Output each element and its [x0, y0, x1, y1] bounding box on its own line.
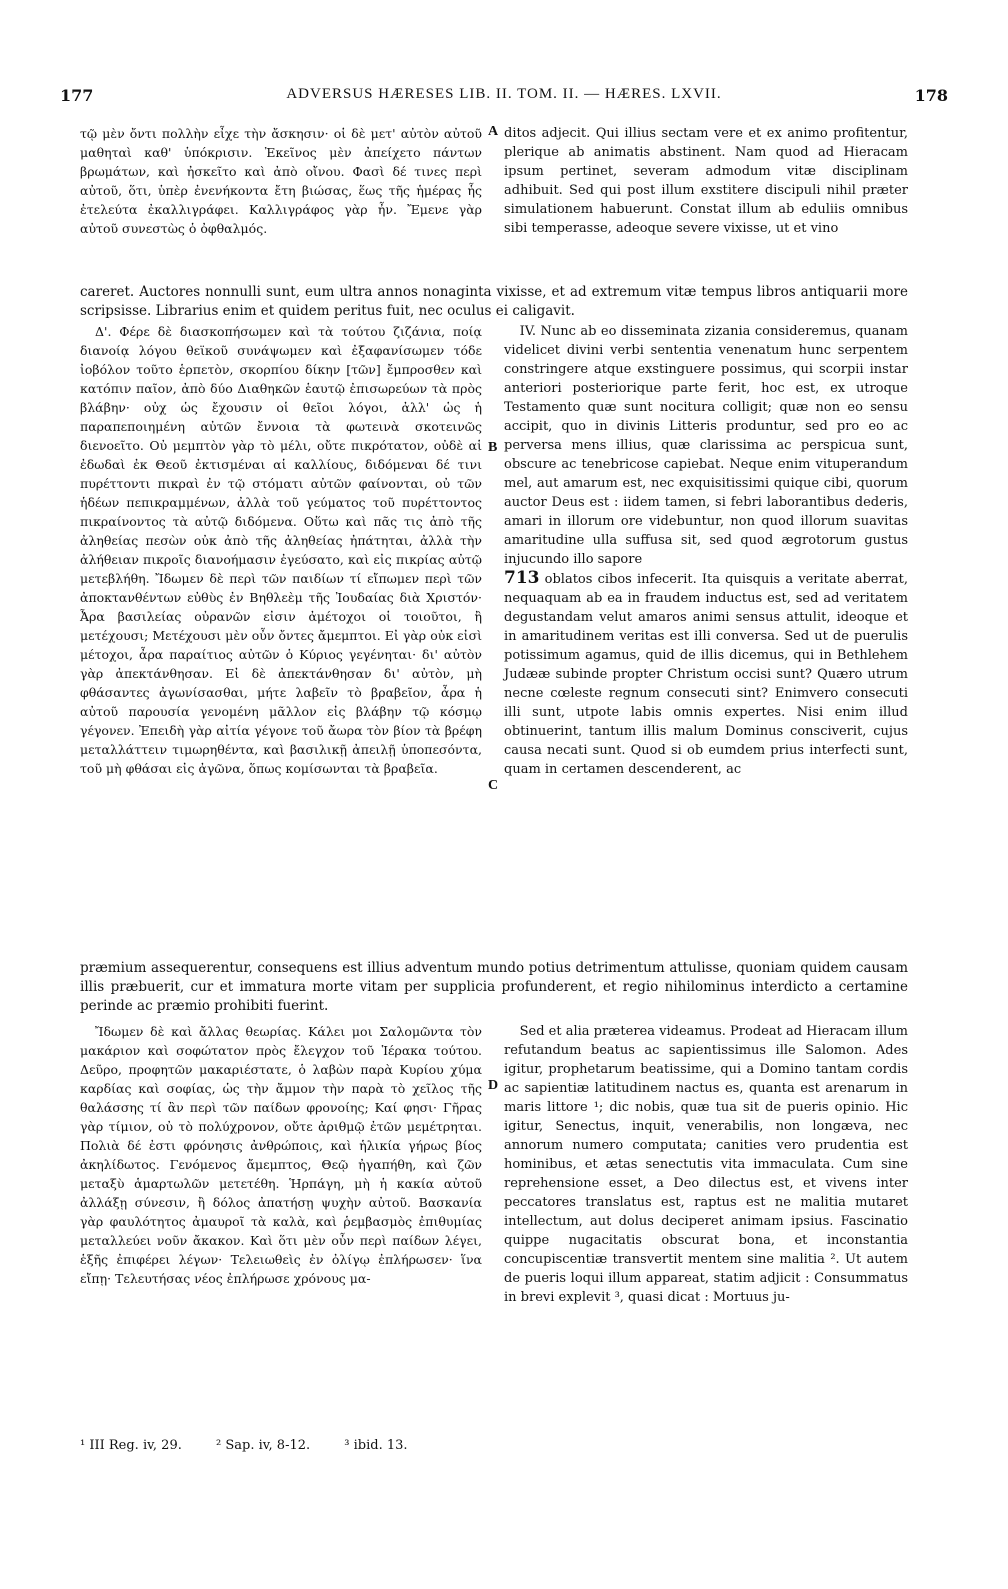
footnote: ² Sap. iv, 8-12. — [216, 1438, 311, 1453]
greek-column-section-3 — [80, 1022, 482, 1288]
latin-paragraph: præmium assequerentur, consequens est illius adventum mundo potius detrimentum attulisse, quoniam quidem causam illis præbuerit, cur et immatura morte vitam per supplicia profunderent, et regio nihilominus interdicto a certamine perinde ac præmio prohibiti fuerint. — [80, 960, 908, 1014]
column-number: 713 — [504, 568, 540, 588]
greek-paragraph: Δ'. Φέρε δὲ διασκοπήσωμεν καὶ τὰ τούτου ζιζάνια, ποίᾳ διανοίᾳ λόγου θεϊκοῦ συνάψωμεν καὶ ἐξαφανίσωμεν τόδε ἰοβόλον τοῦτο ἑρπετὸν, σκορπίου δίκην [τῶν] ἔμπροσθεν καὶ κατόπιν παῖον, ἀπὸ δύο Διαθηκῶν ἑαυτῷ ἐπισωρεύων τὰ πρὸς βλάβην· οὐχ ὡς ἔχουσιν οἱ θεῖοι λόγοι, ἀλλ' ὡς ἡ παραπεποιημένη αὐτῶν ἔννοια τὰ φωτεινὰ σκοτεινῶς διενοεῖτο. Οὐ μεμπτὸν γὰρ τὸ μέλι, οὔτε πικρότατον, οὐδὲ αἱ ἐδωδαὶ ἐκ Θεοῦ ἐκτισμέναι αἱ καλλίους, διδόμεναι δέ τινι πυρέττοντι πικραὶ ἐν τῷ στόματι αὐτῶν φαίνονται, οὐ τῶν ἡδέων πεπικραμμένων, ἀλλὰ τοῦ γεύματος τοῦ πυρέττοντος πικραίνοντος τὰ αὐτῷ διδόμενα. Οὕτω καὶ πᾶς τις ἀπὸ τῆς ἀληθείας πεσὼν οὐκ ἀπὸ τῆς ἀληθείας ἠπάτηται, ἀλλὰ τὴν ἀλήθειαν πικροῖς διανοήμασιν ἐγεύσατο, καὶ εἰς πικρίας αὐτῷ μετεβλήθη. Ἴδωμεν δὲ περὶ τῶν παιδίων τί εἴπωμεν περὶ τῶν ἀποκτανθέντων εὐθὺς ἐν Βηθλεὲμ τῆς Ἰουδαίας διὰ Χριστόν· Ἆρα βασιλείας οὐρανῶν εἰσιν ἀμέτοχοι οἱ τοιοῦτοι, ἢ μετέχουσι; Μετέχουσι μὲν οὖν ὄντες ἄμεμπτοι. Εἰ γὰρ οὐκ εἰσὶ μέτοχοι, ἆρα παραίτιος αὐτῶν ὁ Κύριος γεγένηται· δι' αὐτὸν γὰρ ἀπεκτάνθησαν. Εἰ δὲ ἀπεκτάνθησαν δι' αὐτὸν, μὴ φθάσαντες ἀγωνίσασθαι, μήτε λαβεῖν τὸ βραβεῖον, ἆρα ἡ αὐτοῦ παρουσία γενομένη μᾶλλον εἰς βλάβην τῷ κόσμῳ γέγονεν. Ἐπειδὴ γὰρ αἰτία γέγονε τοῦ ἄωρα τὸν βίον τὰ βρέφη μεταλλάττειν τιμωρηθέντα, καὶ βασιλικῇ ἀπειλῇ ὑποπεσόντα, τοῦ μὴ φθάσαι εἰς ἀγῶνα, ὅπως κομίσωνται τὰ βραβεῖα. — [80, 324, 482, 776]
footnote: ³ ibid. 13. — [344, 1438, 408, 1453]
footnotes — [80, 1438, 438, 1453]
latin-paragraph: ditos adjecit. Qui illius sectam vere et ex animo profitentur, plerique ab animatis abstinent. Nam quod ad Hieracam ipsum pertinet, severam admodum vitæ disciplinam adhibuit. Sed qui post illum exstitere discipuli nihil præter simulationem habuerunt. Constat illum ab eduliis omnibus sibi temperasse, adeoque severe vixisse, ut et vino — [504, 126, 908, 236]
latin-paragraph: IV. Nunc ab eo disseminata zizania consideremus, quanam videlicet divini verbi sententia venenatum hunc serpentem constringere atque exstinguere possimus, qui scorpii instar anteriori posteriorique parte ferit, hoc est, ex utroque Testamento quæ sunt nocitura colligit; quæ non eo sensu accipit, quo in divinis Litteris produntur, sed pro eo ac perversa mens illius, quæ clarissima ac perspicua sunt, obscure ac tenebricose capiebat. Neque enim vituperandum mel, aut amarum est, nec exquisitissimi quique cibi, quorum auctor Deus est : iidem tamen, si febri laborantibus dederis, amari in illorum ore videbuntur, non quod illorum suavitas amaritudine ulla suffusa sit, sed quod ægrotorum gustus injucundo illo sapore — [504, 324, 908, 567]
margin-marker-b: B — [488, 440, 498, 455]
margin-marker-a: A — [488, 124, 499, 139]
greek-paragraph: Ἴδωμεν δὲ καὶ ἄλλας θεωρίας. Κάλει μοι Σαλομῶντα τὸν μακάριον καὶ σοφώτατον πρὸς ἔλεγχον τοῦ Ἱέρακα τούτου. Δεῦρο, προφητῶν μακαριέστατε, ὁ λαβὼν παρὰ Κυρίου χύμα καρδίας καὶ σοφίας, ὡς τὴν ἄμμον τὴν παρὰ τὸ χεῖλος τῆς θαλάσσης τί ἂν περὶ τῶν παίδων φρονοίης; Καί φησι· Γῆρας γὰρ τίμιον, οὐ τὸ πολύχρονον, οὔτε ἀριθμῷ ἐτῶν μεμέτρηται. Πολιὰ δέ ἐστι φρόνησις ἀνθρώποις, καὶ ἡλικία γήρως βίος ἀκηλίδωτος. Γενόμενος ἄμεμπτος, Θεῷ ἠγαπήθη, καὶ ζῶν μεταξὺ ἁμαρτωλῶν μετετέθη. Ἡρπάγη, μὴ ἡ κακία αὐτοῦ ἀλλάξῃ σύνεσιν, ἢ δόλος ἀπατήσῃ ψυχὴν αὐτοῦ. Βασκανία γὰρ φαυλότητος ἀμαυροῖ τὰ καλὰ, καὶ ῥεμβασμὸς ἐπιθυμίας μεταλλεύει νοῦν ἄκακον. Καὶ ὅτι μὲν οὖν περὶ παίδων λέγει, ἑξῆς ἐπιφέρει λέγων· Τελειωθεὶς ἐν ὀλίγῳ ἐπλήρωσεν· ἵνα εἴπῃ· Τελευτήσας νέος ἐπλήρωσε χρόνους μα- — [80, 1024, 482, 1286]
right-page-number: 178 — [914, 86, 948, 105]
latin-column-section-2 — [504, 322, 908, 779]
full-width-text-2 — [80, 959, 908, 1016]
margin-marker-d: D — [488, 1078, 499, 1093]
greek-paragraph: τῷ μὲν ὄντι πολλὴν εἶχε τὴν ἄσκησιν· οἱ δὲ μετ' αὐτὸν αὐτοῦ μαθηταὶ καθ' ὑπόκρισιν. Ἐκεῖνος μὲν ἀπείχετο πάντων βρωμάτων, καὶ ἠσκεῖτο καὶ ἀπὸ οἴνου. Φασὶ δέ τινες περὶ αὐτοῦ, ὅτι, ὑπὲρ ἐνενήκοντα ἔτη βιώσας, ἕως τῆς ἡμέρας ἧς ἐτελεύτα ἐκαλλιγράφει. Καλλιγράφος γὰρ ἦν. Ἔμενε γὰρ αὐτοῦ συνεστὼς ὁ ὀφθαλμός. — [80, 126, 482, 236]
latin-text: oblatos cibos infecerit. Ita quisquis a veritate aberrat, nequaquam ab ea in fraudem inductus est, sed ad veritatem degustandam velut amaros animi sensus attulit, ideoque et in amaritudinem veritas est illi conversa. Sed ut de puerulis potissimum agamus, quid de illis dicemus, qui in Bethlehem Judææ subinde propter Christum occisi sunt? Quæro utrum necne cœleste regnum consecuti sint? Enimvero consecuti illi sunt, utpote labis omnis expertes. Nisi enim illud obtinuerint, tantum illis malum Dominus consciverit, cujus causa necati sunt. Quod si ob eumdem prius interfecti sunt, quam in certamen descenderent, ac — [504, 572, 908, 777]
footnote: ¹ III Reg. iv, 29. — [80, 1438, 182, 1453]
latin-paragraph — [504, 569, 908, 779]
greek-column-section-2 — [80, 322, 482, 778]
latin-paragraph: Sed et alia præterea videamus. Prodeat ad Hieracam illum refutandum beatus ac sapientissimus ille Salomon. Ades igitur, prophetarum beatissime, qui a Domino tantam cordis ac sapientiæ latitudinem nactus es, quanta est arenarum in maris littore ¹; dic nobis, quæ tua sit de pueris opinio. Hic igitur, Senectus, inquit, venerabilis, non longæva, nec annorum numero computata; canities vero prudentia est hominibus, et ætas senectutis vita immaculata. Cum sine reprehensione esset, a Deo dilectus est, et vivens inter peccatores translatus est, raptus est ne malitia mutaret intellectum, aut dolus deciperet animam ipsius. Fascinatio quippe nugacitatis obscurat bona, et inconstantia concupiscentiæ transvertit mentem sine malitia ². Ut autem de pueris loqui illum appareat, statim adjicit : Consummatus in brevi explevit ³, quasi dicat : Mortuus ju- — [504, 1024, 908, 1305]
latin-column-section-3 — [504, 1022, 908, 1307]
latin-paragraph: careret. Auctores nonnulli sunt, eum ultra annos nonaginta vixisse, et ad extremum vitæ tempus libros antiquarii more scripsisse. Librarius enim et quidem peritus fuit, nec oculus ei caligavit. — [80, 284, 908, 319]
margin-marker-c: C — [488, 778, 499, 793]
left-page-number: 177 — [60, 86, 94, 105]
greek-column-section-1 — [80, 124, 482, 238]
full-width-text-1 — [80, 283, 908, 321]
running-title: ADVERSUS HÆRESES LIB. II. TOM. II. — HÆRES. LXVII. — [286, 86, 722, 102]
latin-column-section-1 — [504, 124, 908, 238]
page-header — [60, 86, 948, 108]
